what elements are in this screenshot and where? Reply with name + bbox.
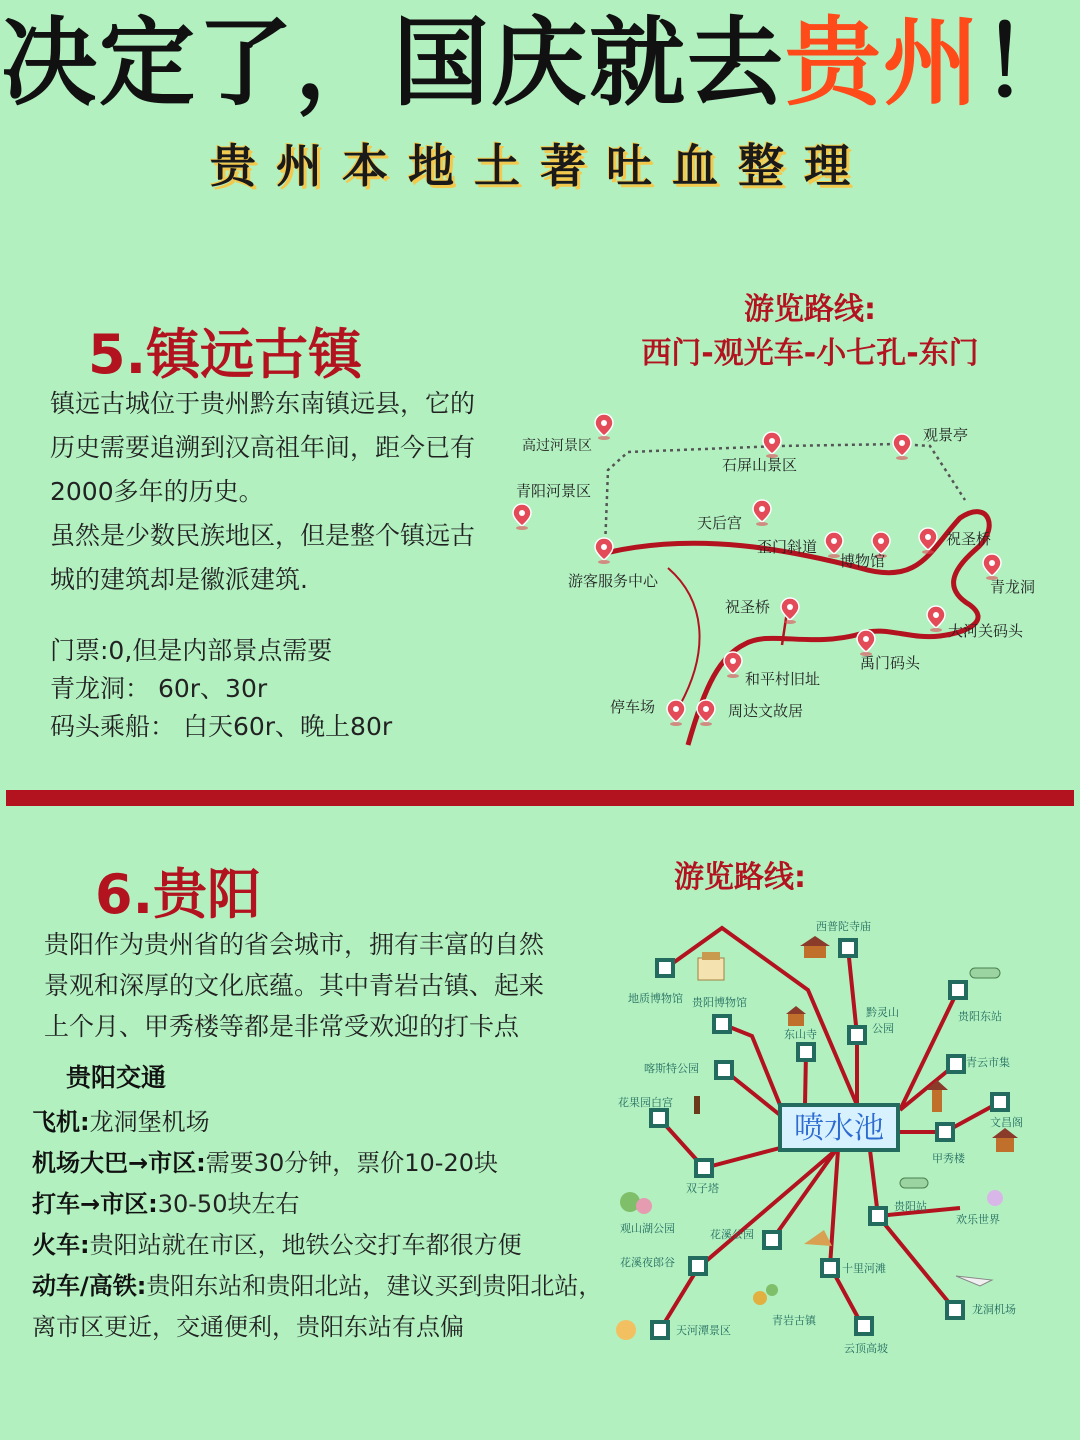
station-node (849, 1027, 865, 1043)
section6-route-label: 游览路线: (674, 860, 806, 895)
desc-line: 虽然是少数民族地区，但是整个镇远古 (50, 521, 476, 550)
guiyang-route-map (600, 910, 1060, 1370)
station-label: 东山寺 (784, 1028, 817, 1041)
title-end: ！ (981, 7, 1079, 119)
station-node (714, 1016, 730, 1032)
station-label: 青岩古镇 (772, 1314, 816, 1327)
station-label: 花溪夜郎谷 (620, 1256, 675, 1269)
desc-line: 城的建筑却是徽派建筑. (50, 565, 308, 594)
map-pin-icon (595, 538, 613, 564)
temple-icon (800, 936, 830, 958)
label-guanjing: 观景亭 (923, 426, 969, 444)
map-pin-icon (697, 700, 715, 726)
section5-title: 5.镇远古镇 (88, 323, 363, 386)
map-pin-icon (781, 598, 799, 624)
station-label: 公园 (872, 1022, 894, 1035)
map-pin-icon (595, 414, 613, 440)
page-title (0, 8, 1080, 118)
label-shiping: 石屏山景区 (722, 456, 798, 474)
zhenyuan-route-map (500, 400, 1060, 760)
label-dahe: 大河关码头 (948, 622, 1024, 640)
transport-item (32, 1225, 632, 1266)
station-label: 花溪公园 (710, 1228, 754, 1241)
train-icon (900, 1178, 928, 1188)
section5-description (50, 382, 550, 602)
station-node (950, 982, 966, 998)
station-node (651, 1110, 667, 1126)
section5-route-label: 游览路线: (744, 292, 876, 327)
airplane-icon (956, 1276, 992, 1286)
station-node (822, 1260, 838, 1276)
station-label: 黔灵山 (866, 1006, 899, 1019)
flower-icon (753, 1284, 778, 1305)
label-yumen: 禹门码头 (860, 654, 921, 672)
station-node (657, 960, 673, 976)
section5-route-text: 西门-观光车-小七孔-东门 (641, 336, 979, 371)
station-node (948, 1056, 964, 1072)
station-label: 十里河滩 (842, 1262, 886, 1275)
label-tianhou: 天后宫 (697, 514, 743, 532)
station-label: 龙洞机场 (972, 1303, 1016, 1316)
transport-value: 贵阳东站和贵阳北站，建议买到贵阳北站， (146, 1272, 603, 1300)
map-pin-icon (857, 630, 875, 656)
station-label: 天河潭景区 (676, 1324, 731, 1337)
station-label: 贵阳东站 (958, 1010, 1002, 1023)
rock-icon (804, 1230, 832, 1246)
transport-value: 30-50块左右 (157, 1190, 300, 1218)
label-zhouda: 周达文故居 (728, 702, 804, 720)
section5-tickets (50, 632, 550, 746)
desc-line: 上个月、甲秀楼等都是非常受欢迎的打卡点 (44, 1012, 520, 1041)
transport-value: 贵阳站就在市区，地铁公交打车都很方便 (89, 1231, 522, 1259)
ticket-line: 码头乘船： 白天60r、晚上80r (50, 712, 393, 741)
desc-line: 景观和深厚的文化底蕴。其中青岩古镇、起来 (44, 971, 545, 1000)
station-node (696, 1160, 712, 1176)
title-main: 决定了，国庆就去 (1, 7, 785, 119)
transport-key: 动车/高铁: (32, 1272, 147, 1300)
label-zhusheng1: 祝圣桥 (946, 530, 992, 548)
station-node (798, 1044, 814, 1060)
station-node (947, 1302, 963, 1318)
station-label: 贵阳博物馆 (692, 996, 747, 1009)
hub-label: 喷水池 (794, 1111, 884, 1146)
flower-icon (987, 1190, 1003, 1206)
transport-item (32, 1307, 632, 1348)
label-zhusheng2: 祝圣桥 (725, 598, 771, 616)
station-node (937, 1124, 953, 1140)
section6-description (44, 924, 624, 1047)
desc-line: 镇远古城位于贵州黔东南镇远县，它的 (50, 389, 476, 418)
section-divider (6, 790, 1074, 806)
station-node (690, 1258, 706, 1274)
map-pin-icon (763, 432, 781, 458)
station-label: 花果园白宫 (618, 1096, 673, 1109)
label-tingche: 停车场 (610, 698, 656, 716)
map-pin-icon (667, 700, 685, 726)
transport-heading: 贵阳交通 (66, 1063, 167, 1092)
label-qinglong: 青龙洞 (990, 578, 1036, 596)
desc-line: 历史需要追溯到汉高祖年间，距今已有 (50, 433, 476, 462)
title-highlight: 贵州 (785, 7, 981, 119)
transport-key: 打车→市区: (32, 1190, 158, 1218)
tree-icon (620, 1192, 652, 1214)
map-pin-icon (513, 504, 531, 530)
station-node (764, 1232, 780, 1248)
transport-key: 飞机: (32, 1108, 90, 1136)
transport-value: 需要30分钟，票价10-20块 (205, 1149, 498, 1177)
desc-line: 2000多年的历史。 (50, 477, 264, 506)
label-waimen: 歪门斜道 (757, 538, 818, 556)
ticket-line: 青龙洞： 60r、30r (50, 674, 268, 703)
section6-title: 6.贵阳 (95, 863, 262, 926)
pagoda-icon (786, 1006, 806, 1026)
transport-key: 火车: (32, 1231, 90, 1259)
station-label: 欢乐世界 (956, 1213, 1000, 1226)
train-icon (970, 968, 1000, 978)
label-youke: 游客服务中心 (568, 572, 659, 590)
map-pin-icon (983, 554, 1001, 580)
landscape-icon (616, 1320, 636, 1340)
building-icon (698, 952, 724, 980)
station-label: 双子塔 (686, 1182, 719, 1195)
transport-value: 离市区更近，交通便利，贵阳东站有点偏 (32, 1313, 464, 1341)
label-heping: 和平村旧址 (745, 670, 821, 688)
map-pin-icon (927, 606, 945, 632)
desc-line: 贵阳作为贵州省的省会城市，拥有丰富的自然 (44, 930, 545, 959)
transport-value: 龙洞堡机场 (89, 1108, 210, 1136)
station-node (840, 940, 856, 956)
transport-item (32, 1143, 632, 1184)
label-gaoguo: 高过河景区 (522, 438, 592, 454)
station-label: 甲秀楼 (932, 1152, 965, 1165)
page-subtitle: 贵州本地土著吐血整理 (210, 139, 870, 193)
station-node (716, 1062, 732, 1078)
map-pin-icon (753, 500, 771, 526)
transport-item (32, 1102, 632, 1143)
station-label: 贵阳站 (894, 1200, 927, 1213)
branch-route (668, 568, 700, 705)
station-label: 文昌阁 (990, 1116, 1023, 1129)
transport-list (32, 1102, 632, 1348)
tree-icon (694, 1096, 700, 1114)
ticket-line: 门票:0,但是内部景点需要 (50, 636, 333, 665)
station-label: 云顶高坡 (844, 1342, 888, 1355)
station-node (856, 1318, 872, 1334)
transport-key: 机场大巴→市区: (32, 1149, 206, 1177)
label-bowu: 博物馆 (840, 552, 886, 570)
pavilion-icon (992, 1128, 1018, 1152)
transport-item (32, 1184, 632, 1225)
station-node (870, 1208, 886, 1224)
station-label: 西普陀寺庙 (816, 920, 871, 933)
station-label: 喀斯特公园 (644, 1062, 699, 1075)
station-label: 青云市集 (966, 1056, 1010, 1069)
label-qingyang: 青阳河景区 (516, 482, 592, 500)
station-node (652, 1322, 668, 1338)
map-pin-icon (724, 652, 742, 678)
map-pin-icon (893, 434, 911, 460)
transport-item (32, 1266, 632, 1307)
station-node (992, 1094, 1008, 1110)
station-label: 地质博物馆 (628, 992, 683, 1005)
station-label: 观山湖公园 (620, 1222, 675, 1235)
